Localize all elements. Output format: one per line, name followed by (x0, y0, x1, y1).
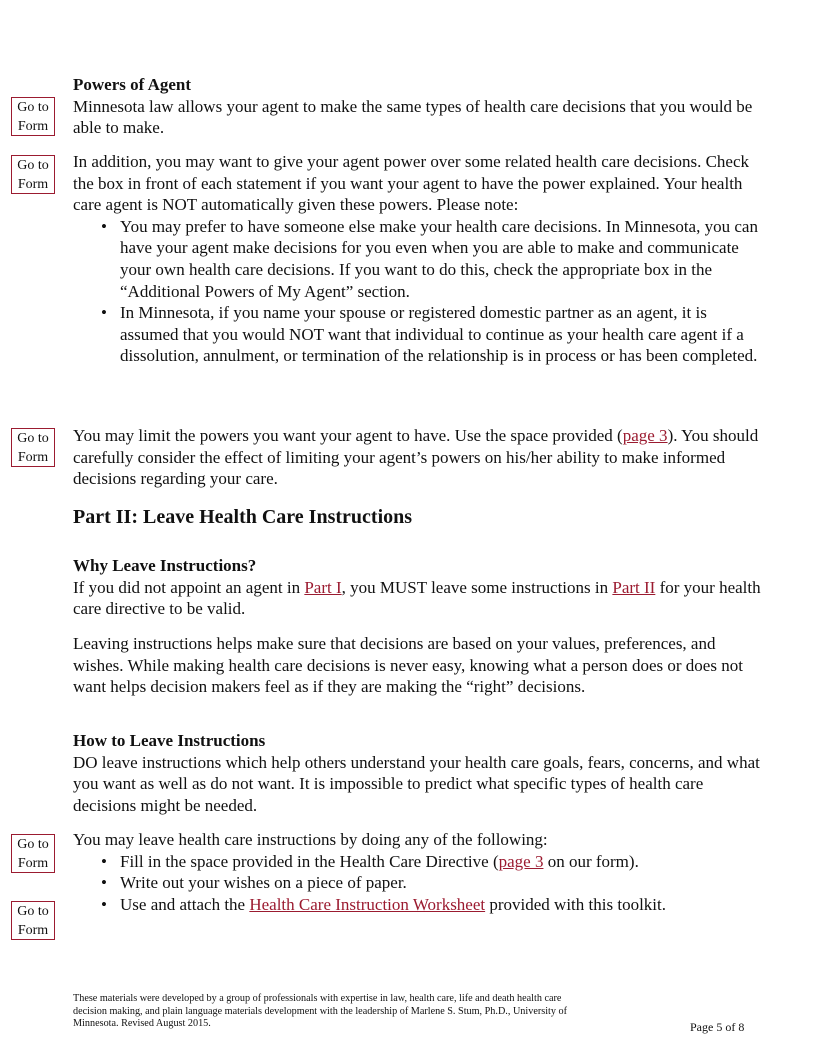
text: Use and attach the (120, 894, 250, 914)
powers-paragraph-1: Minnesota law allows your agent to make the same types of health care decisions that you would be able to make. (73, 96, 753, 138)
go-to-form-label: Form (17, 118, 49, 134)
text: , you MUST leave some instructions in (341, 577, 613, 597)
why-heading: Why Leave Instructions? (73, 556, 257, 575)
powers-of-agent-section (73, 74, 763, 139)
may-leave-section (73, 829, 763, 915)
go-to-form-label: Form (17, 176, 49, 192)
worksheet-link[interactable]: Health Care Instruction Worksheet (249, 894, 486, 914)
text: for your health care directive to be valid. (73, 577, 761, 619)
part-2-title: Part II: Leave Health Care Instructions (73, 506, 413, 528)
text: Fill in the space provided in the Health Care Directive ( (120, 851, 499, 871)
how-heading: How to Leave Instructions (73, 731, 266, 750)
list-item (73, 851, 763, 873)
page-3-link[interactable]: page 3 (498, 851, 544, 871)
go-to-form-label: Form (17, 855, 49, 871)
page-number: Page 5 of 8 (690, 1020, 745, 1034)
list-item: • You may prefer to have someone else make your health care decisions. In Minnesota, you can have your agent make decisions for you even when you are able to make and communicate your own health care decisions. If you want to do this, check the appropriate box in the “Additional Powers of My Agent” section. (73, 216, 763, 302)
part-2-link[interactable]: Part II (612, 577, 656, 597)
page-3-link[interactable]: page 3 (622, 426, 668, 445)
list-item (73, 894, 763, 916)
how-paragraph: DO leave instructions which help others understand your health care goals, fears, concerns, and what you want as well as do not want. It is impossible to predict what specific types of health care decisions might be needed. (73, 752, 760, 815)
go-to-form-label: Form (17, 922, 49, 938)
text: provided with this toolkit. (485, 894, 666, 914)
powers-bullet-list (73, 216, 763, 367)
go-to-form-button-worksheet[interactable] (11, 901, 55, 940)
go-to-form-button-additional-powers[interactable] (11, 155, 55, 194)
go-to-form-label: Go to (17, 431, 49, 446)
text: You may limit the powers you want your agent to have. Use the space provided ( (73, 426, 623, 445)
powers-heading: Powers of Agent (73, 75, 192, 94)
additional-powers-section (73, 151, 763, 367)
limit-powers-paragraph (73, 425, 763, 490)
list-item: • Write out your wishes on a piece of paper. (73, 872, 763, 894)
go-to-form-button-powers[interactable] (11, 97, 55, 136)
may-leave-paragraph: You may leave health care instructions by doing any of the following: (73, 830, 548, 849)
text: If you did not appoint an agent in (73, 577, 305, 597)
footer-credits: These materials were developed by a group of professionals with expertise in law, health care, life and death health care decision making, and plain language materials development with the leadership of Marlene S. Stum, Ph.D., University of Minnesota. Revised August 2015. (73, 993, 567, 1030)
go-to-form-label: Go to (17, 158, 49, 173)
go-to-form-button-instructions[interactable] (11, 834, 55, 873)
list-item: • In Minnesota, if you name your spouse or registered domestic partner as an agent, it is assumed that you would NOT want that individual to continue as your health care agent if a dissolution, annulment, or termination of the relationship is in process or has been completed. (73, 302, 763, 367)
instructions-bullet-list (73, 851, 763, 916)
go-to-form-label: Go to (17, 904, 49, 919)
text: ). You should carefully consider the effect of limiting your agent’s powers on his/her ability to make informed decisions regarding your care. (73, 426, 759, 489)
why-leave-instructions-section (73, 555, 763, 620)
go-to-form-button-limit-powers[interactable] (11, 428, 55, 467)
how-to-leave-section (73, 730, 763, 816)
part-1-link[interactable]: Part I (304, 577, 342, 597)
text: on our form). (543, 851, 639, 871)
go-to-form-label: Form (17, 449, 49, 465)
go-to-form-label: Go to (17, 837, 49, 852)
powers-paragraph-2: In addition, you may want to give your agent power over some related health care decisions. Check the box in front of each statement if you want your agent to have the power explained. Your health care agent is NOT automatically given these powers. Please note: (73, 152, 750, 215)
go-to-form-label: Go to (17, 100, 49, 115)
why-paragraph (73, 577, 763, 620)
leaving-instructions-paragraph: Leaving instructions helps make sure that decisions are based on your values, preferences, and wishes. While making health care decisions is never easy, knowing what a person does or does not want helps decision makers feel as if they are making the “right” decisions. (73, 634, 743, 697)
